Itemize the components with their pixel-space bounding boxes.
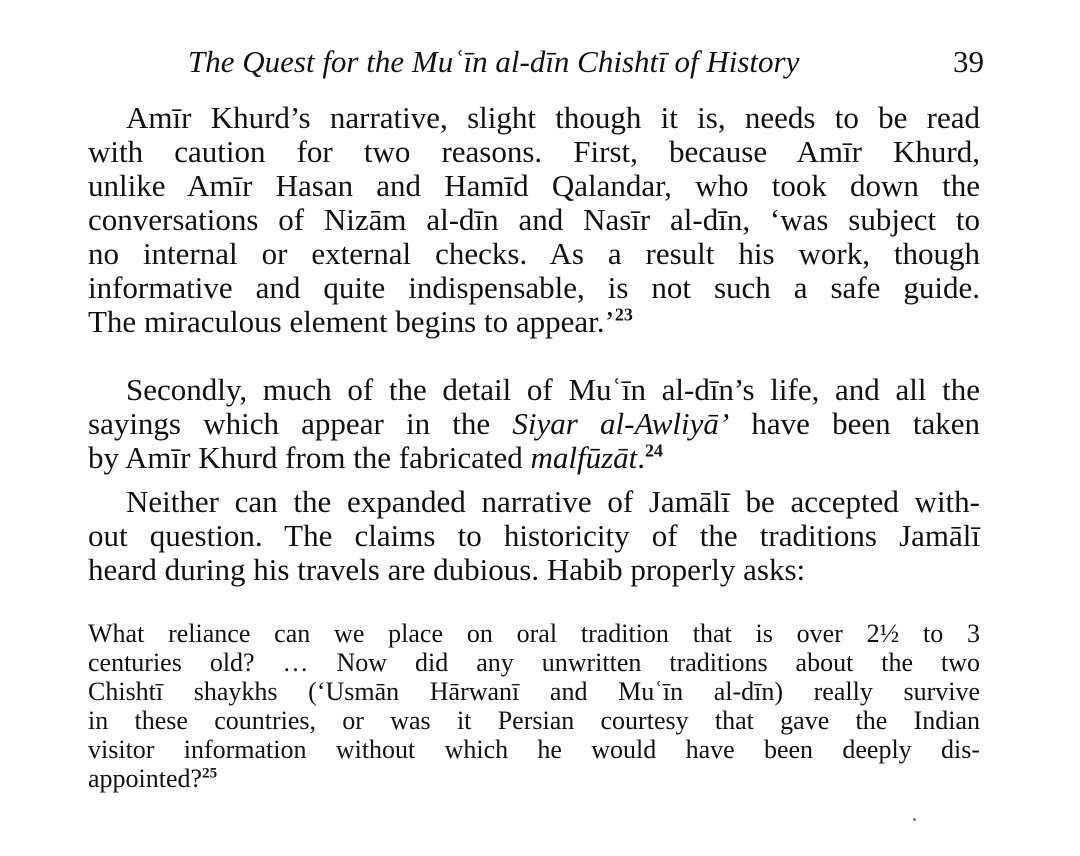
quote-line-6-text: appointed? [88,764,203,793]
quote-line-4: in these countries, or was it Persian courtesy that gave the Indian [88,706,980,735]
paragraph-1-line-2: with caution for two reasons. First, because Amīr Khurd, [88,134,980,169]
paragraph-1-line-3: unlike Amīr Hasan and Hamīd Qalandar, who took down the [88,168,980,203]
paragraph-1-line-4: conversations of Nizām al-dīn and Nasīr al-dīn, ‘was subject to [88,202,980,237]
quote-line-1: What reliance can we place on oral tradition that is over 2½ to 3 [88,619,980,648]
quote-line-2: centuries old? … Now did any unwritten traditions about the two [88,648,980,677]
siyar-title: Siyar al-Awliyā’ [512,406,730,441]
footnote-ref-25: 25 [202,765,218,782]
malfuzat-term: malfūzāt [530,440,638,475]
paragraph-2-line-2-end: have been taken [729,406,980,441]
paragraph-2-line-2 [88,407,980,441]
scan-speck [913,818,916,821]
paragraph-2-line-3-end: . [637,440,646,475]
footnote-ref-23: 23 [614,304,633,325]
page-number: 39 [953,44,984,79]
running-title: The Quest for the Muʿīn al-dīn Chishtī of History [188,44,800,79]
paragraph-3-line-2: out question. The claims to historicity of the traditions Jamālī [88,518,980,553]
paragraph-2-line-1: Secondly, much of the detail of Muʿīn al-dīn’s life, and all the [126,372,980,407]
quote-line-3: Chishtī shaykhs (‘Usmān Hārwanī and Muʿīn al-dīn) really survive [88,677,980,706]
footnote-ref-24: 24 [645,440,663,461]
quote-line-6 [88,764,980,793]
paragraph-1-line-1: Amīr Khurd’s narrative, slight though it is, needs to be read [126,100,980,135]
paragraph-3-line-1: Neither can the expanded narrative of Jamālī be accepted with- [126,484,980,519]
paragraph-1-line-6: informative and quite indispensable, is not such a safe guide. [88,270,980,305]
quote-line-5: visitor information without which he would have been deeply dis- [88,735,980,764]
paragraph-2-line-3-start: by Amīr Khurd from the fabricated [88,440,531,475]
paragraph-2-line-2-start: sayings which appear in the [88,406,513,441]
paragraph-2-line-3 [88,441,980,475]
paragraph-1-line-7-text: The miraculous element begins to appear.’ [88,304,615,339]
running-head [188,40,984,84]
paragraph-1-line-5: no internal or external checks. As a result his work, though [88,236,980,271]
paragraph-3-line-3: heard during his travels are dubious. Habib properly asks: [88,552,806,587]
paragraph-1-line-7 [88,305,980,339]
